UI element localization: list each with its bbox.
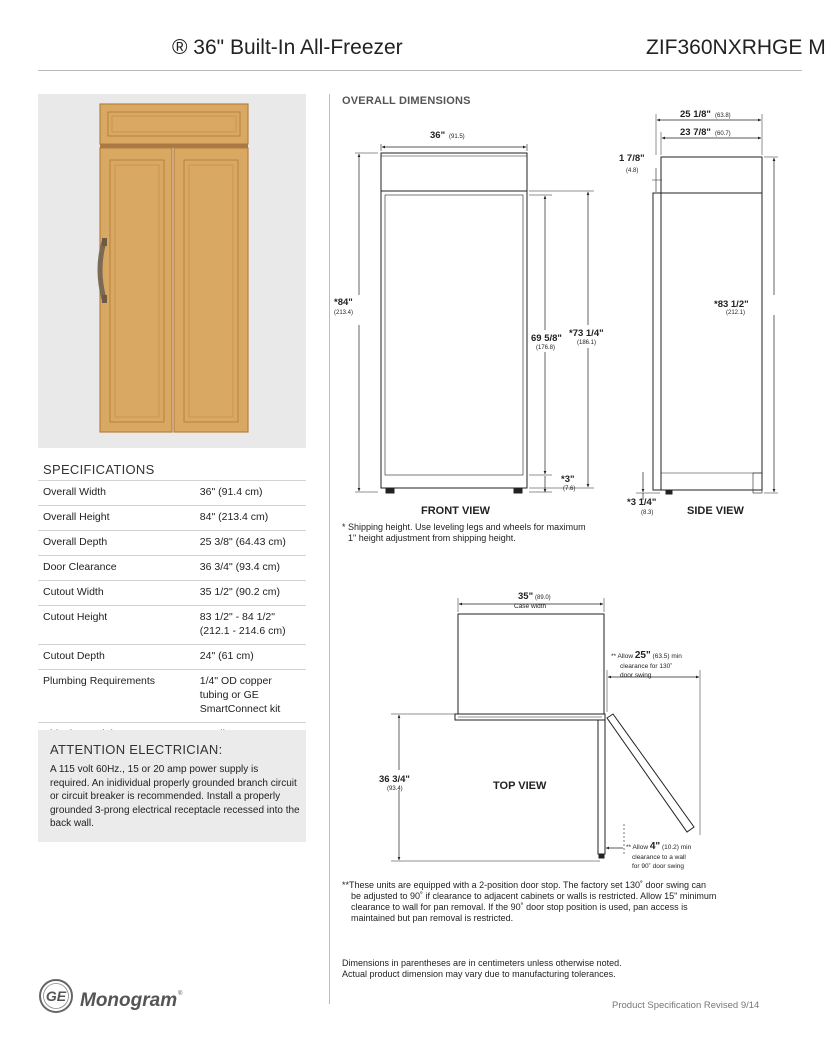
svg-text:(4.8) [626, 168, 638, 174]
svg-text:(212.1) [726, 310, 745, 316]
side-total-depth-cm: (63.8) [715, 113, 731, 119]
spec-row [38, 556, 306, 581]
case-width-value: 35" [518, 591, 534, 602]
header-divider [38, 70, 802, 71]
allow-130-cm: (63.5) min [652, 653, 682, 660]
svg-text:36" [430, 130, 445, 141]
svg-text:(176.8) [536, 345, 555, 351]
side-case-depth-value: 23 7/8" [680, 127, 711, 138]
svg-text:for 90˚ door swing [632, 862, 684, 870]
side-view-labels [619, 109, 749, 517]
clearance-cm: (93.4) [387, 786, 403, 792]
front-width-cm: (91.5) [449, 134, 465, 140]
front-height-cm: (213.4) [334, 310, 354, 316]
svg-text:*3" [561, 474, 575, 485]
note-line: * Shipping height. Use leveling legs and wheels for maximum [342, 522, 586, 532]
spec-value: 36" (91.4 cm) [200, 481, 306, 506]
spec-row [38, 645, 306, 670]
case-width-cm: (89.0) [535, 595, 551, 601]
side-total-depth-value: 25 1/8" [680, 109, 711, 120]
page-title: ® 36" Built-In All-Freezer [172, 36, 403, 59]
dimensions-footnote [342, 958, 742, 980]
door-stop-note [342, 880, 772, 924]
svg-text:*83 1/2" [714, 299, 749, 310]
svg-text:(60.7) [715, 131, 731, 137]
svg-text:36 3/4" [379, 774, 410, 785]
svg-text:(91.5) [449, 134, 465, 140]
side-view-drawing [636, 114, 778, 500]
side-case-depth-cm: (60.7) [715, 131, 731, 137]
front-width-value: 36" [430, 130, 446, 141]
note-line: **These units are equipped with a 2-position door stop. The factory set 130˚ door swing can [342, 880, 707, 890]
top-view-labels [379, 591, 692, 870]
spec-value: 84" (213.4 cm) [200, 506, 306, 531]
toe-value: *3" [561, 474, 575, 485]
spec-value: 83 1/2" - 84 1/2" (212.1 - 214.6 cm) [200, 606, 306, 645]
allow-90-line2: clearance to a wall [632, 854, 686, 861]
spec-label: Overall Height [38, 506, 200, 531]
spec-label: Door Clearance [38, 556, 200, 581]
door-height-value: 69 5/8" [531, 333, 562, 344]
svg-text:(213.4) [334, 310, 353, 316]
spec-row [38, 481, 306, 506]
allow-90-prefix: ** Allow [626, 844, 649, 851]
spec-label: Overall Width [38, 481, 200, 506]
electrician-text: A 115 volt 60Hz., 15 or 20 amp power supply is required. An inidividual properly grounded branch circuit or circuit breaker is recommended. Install a properly grounded 3-prong electrical receptacle recessed into the back wall. [50, 764, 300, 829]
svg-text:23 7/8" [680, 127, 711, 138]
toe-cm: (7.6) [563, 486, 576, 492]
leg-cm: (8.3) [641, 510, 654, 516]
note-line: clearance to wall for pan removal. If the 90˚ door stop position is used, pan access is [351, 902, 688, 912]
allow-130-line2: clearance for 130˚ [620, 663, 673, 670]
product-photo [38, 94, 306, 448]
shipping-height-note [342, 522, 632, 544]
spec-label: Overall Depth [38, 531, 200, 556]
svg-text:** Allow 25" (63.5) min [611, 650, 682, 661]
svg-text:*84" [334, 297, 353, 308]
spec-value: 25 3/8" (64.43 cm) [200, 531, 306, 556]
svg-text:(186.1) [577, 340, 596, 346]
case-width-caption: Case width [514, 603, 547, 610]
note-line: be adjusted to 90˚ if clearance to adjacent cabinets or walls is restricted. Allow 15" minimum [351, 891, 717, 901]
door-height-cm: (176.8) [536, 345, 556, 351]
svg-text:GE [46, 988, 67, 1004]
panel-depth-cm: (4.8) [626, 168, 639, 174]
spec-label: Cutout Depth [38, 645, 200, 670]
dimension-drawings [330, 100, 802, 880]
svg-text:(7.6) [563, 486, 575, 492]
spec-row [38, 581, 306, 606]
svg-text:1 7/8" [619, 153, 645, 164]
svg-text:*3 1/4" [627, 497, 656, 508]
svg-text:clearance for 130˚ [620, 662, 672, 670]
revision-date: Product Specification Revised 9/14 [612, 1000, 760, 1011]
svg-text:** Allow 4" (10.2) min [626, 841, 692, 852]
spec-value: 35 1/2" (90.2 cm) [200, 581, 306, 606]
model-number: ZIF360NXRHGE M [646, 36, 826, 59]
svg-text:Monogram [80, 990, 177, 1011]
allow-90-value: 4" [649, 841, 661, 852]
specifications-table [38, 480, 306, 748]
spec-label: Cutout Width [38, 581, 200, 606]
svg-text:*73 1/4" [569, 328, 604, 339]
case-height-value: *73 1/4" [569, 328, 604, 339]
allow-90-line3: for 90˚ door swing [632, 863, 685, 870]
specifications-title: SPECIFICATIONS [43, 462, 155, 477]
leg-value: *3 1/4" [627, 497, 657, 508]
svg-text:25 1/8" [680, 109, 711, 120]
note-line: Dimensions in parentheses are in centimeters unless otherwise noted. [342, 958, 622, 968]
svg-text:(8.3) [641, 510, 653, 516]
spec-row [38, 531, 306, 556]
top-view-label: TOP VIEW [493, 780, 547, 792]
side-view-label: SIDE VIEW [687, 505, 744, 517]
monogram-wordmark: Monogram [80, 990, 178, 1011]
front-view-drawing [355, 144, 597, 493]
spec-row [38, 606, 306, 645]
allow-130-line3: door swing [620, 672, 652, 679]
spec-row [38, 670, 306, 723]
svg-text:clearance to a wall [632, 854, 686, 861]
case-height-cm: (186.1) [577, 340, 597, 346]
spec-row [38, 506, 306, 531]
svg-text:(63.8) [715, 113, 731, 119]
svg-text:(93.4) [387, 786, 403, 792]
dimensions-title: OVERALL DIMENSIONS [342, 95, 471, 107]
panel-depth-value: 1 7/8" [619, 153, 645, 164]
note-line: 1" height adjustment from shipping height. [348, 533, 516, 543]
svg-text:door swing [620, 672, 652, 679]
side-height-value: *83 1/2" [714, 299, 749, 310]
top-view-drawing [391, 598, 700, 861]
svg-text:(89.0) [535, 595, 551, 601]
freezer-image [38, 94, 306, 448]
allow-130-value: 25" [634, 650, 651, 661]
front-view-labels [334, 130, 604, 517]
allow-90-cm: (10.2) min [661, 844, 692, 851]
spec-value: 1/4" OD copper tubing or GE SmartConnect kit [200, 670, 306, 723]
svg-text:FRONT VIEW [421, 505, 491, 517]
note-line: Actual product dimension may vary due to manufacturing tolerances. [342, 969, 616, 979]
spec-label: Cutout Height [38, 606, 200, 645]
svg-text:SIDE VIEW [687, 505, 744, 517]
side-height-cm: (212.1) [726, 310, 746, 316]
spec-label: Plumbing Requirements [38, 670, 200, 723]
front-height-value: *84" [334, 297, 353, 308]
front-view-label: FRONT VIEW [421, 505, 491, 517]
svg-text:Case width [514, 603, 547, 610]
ge-monogram-icon [38, 978, 198, 1018]
electrician-title: ATTENTION ELECTRICIAN: [50, 742, 223, 757]
note-line: maintained but pan removal is restricted. [351, 913, 514, 923]
clearance-value: 36 3/4" [379, 774, 410, 785]
svg-text:TOP VIEW [493, 780, 547, 792]
allow-130-prefix: ** Allow [611, 653, 634, 660]
ge-mark: GE [45, 988, 67, 1004]
svg-text:®: ® [178, 991, 183, 997]
spec-value: 24" (61 cm) [200, 645, 306, 670]
monogram-logo [38, 978, 198, 1018]
spec-value: 36 3/4" (93.4 cm) [200, 556, 306, 581]
svg-text:35" [518, 591, 533, 602]
svg-text:69 5/8" [531, 333, 562, 344]
